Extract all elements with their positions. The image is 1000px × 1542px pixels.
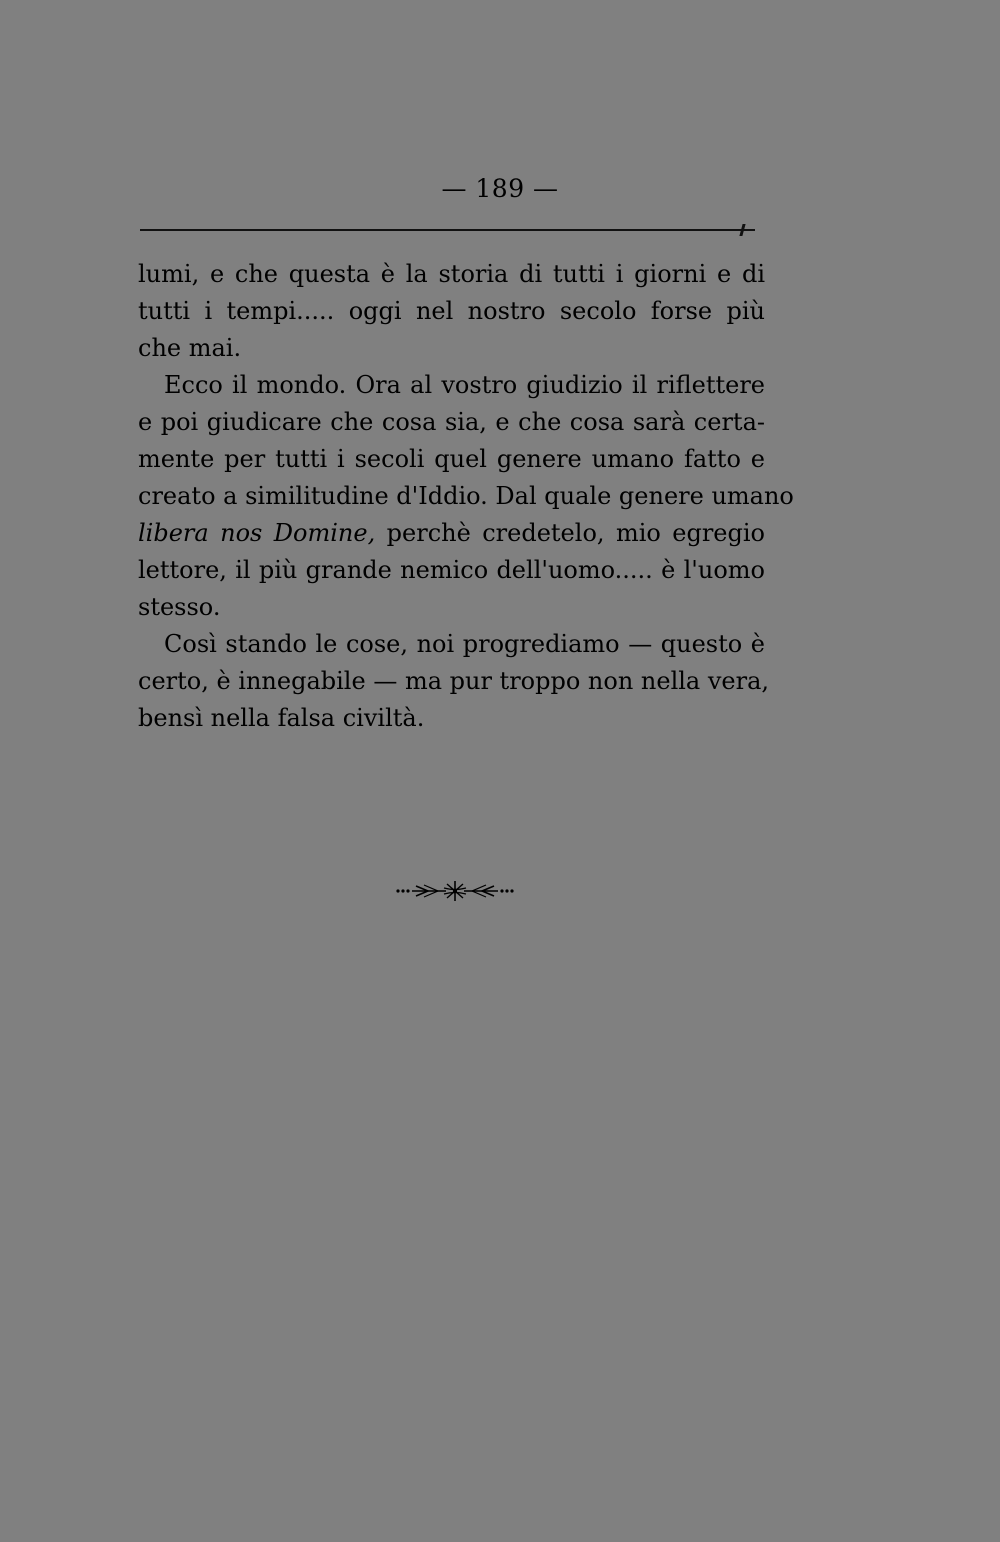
text-fragment: perchè credetelo, mio egregio [375, 519, 766, 547]
body-text [138, 256, 794, 737]
text-line: creato a similitudine d'Iddio. Dal quale genere umano [138, 482, 794, 510]
text-line: certo, è innegabile — ma pur troppo non nella vera, [138, 667, 770, 695]
text-line: lumi, e che questa è la storia di tutti i giorni e di [138, 260, 765, 288]
text-line: Così stando le cose, noi progrediamo — questo è [164, 630, 765, 658]
header-rule [140, 229, 755, 231]
text-line: Ecco il mondo. Ora al vostro giudizio il riflettere [164, 371, 765, 399]
page-number: — 189 — [441, 174, 559, 203]
latin-phrase: libera nos Domine, [138, 519, 376, 547]
text-line: lettore, il più grande nemico dell'uomo..... è l'uomo [138, 556, 765, 584]
text-line: che mai. [138, 334, 242, 362]
text-line: e poi giudicare che cosa sia, e che cosa sarà certa- [138, 408, 765, 436]
text-line-italic [138, 515, 765, 552]
text-line: stesso. [138, 593, 221, 621]
text-line: bensì nella falsa civiltà. [138, 704, 425, 732]
text-line: tutti i tempi..... oggi nel nostro secolo forse più [138, 297, 765, 325]
fleuron-ornament-icon [394, 878, 516, 902]
text-line: mente per tutti i secoli quel genere umano fatto e [138, 445, 765, 473]
